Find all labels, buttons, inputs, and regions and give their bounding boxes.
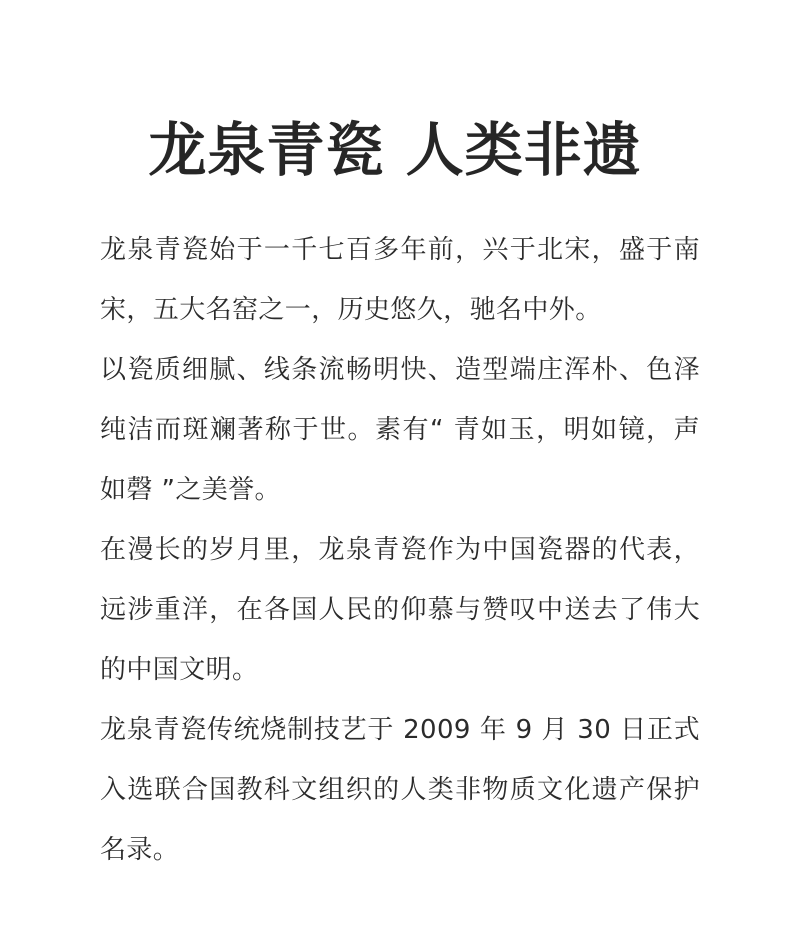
paragraph-culture: 在漫长的岁月里，龙泉青瓷作为中国瓷器的代表，远涉重洋，在各国人民的仰慕与赞叹中送去了伟大的中国文明。	[100, 535, 700, 685]
page-title: 龙泉青瓷 人类非遗	[148, 116, 642, 184]
paragraph-history: 龙泉青瓷始于一千七百多年前，兴于北宋，盛于南宋，五大名窑之一，历史悠久，驰名中外。	[100, 235, 700, 325]
article-body	[100, 220, 700, 880]
paragraph-heritage: 龙泉青瓷传统烧制技艺于 2009 年 9 月 30 日正式入选联合国教科文组织的人类非物质文化遗产保护名录。	[100, 715, 700, 865]
paragraph-quality: 以瓷质细腻、线条流畅明快、造型端庄浑朴、色泽纯洁而斑斓著称于世。素有“ 青如玉，明如镜，声如磬 ”之美誉。	[100, 355, 700, 505]
